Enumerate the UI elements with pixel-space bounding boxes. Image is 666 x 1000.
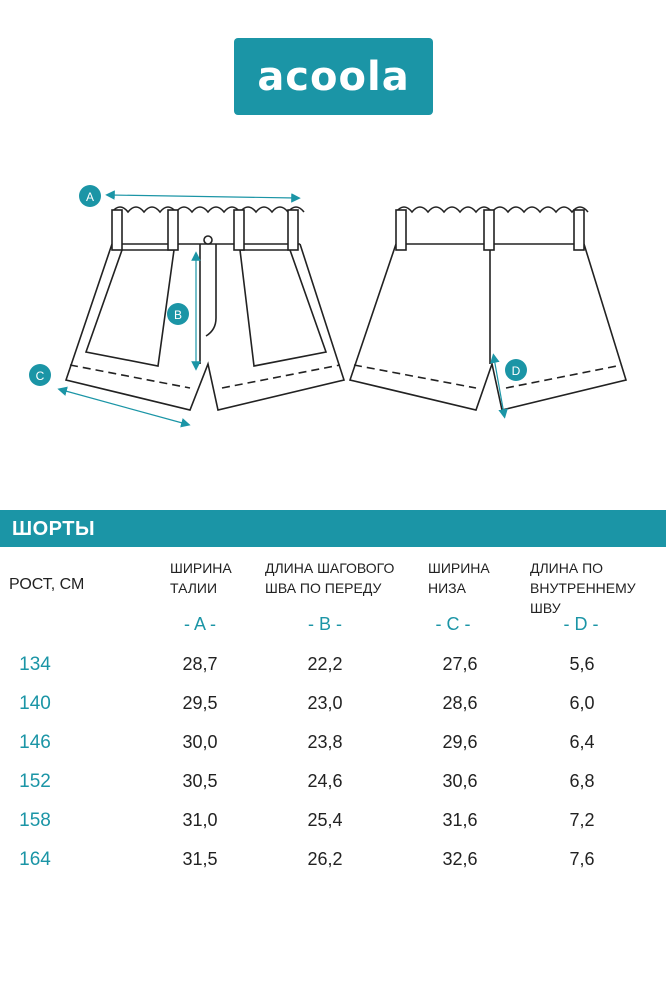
shorts-technical-drawing xyxy=(0,170,666,450)
value-b: 24,6 xyxy=(307,771,343,791)
value-b: 26,2 xyxy=(307,849,343,869)
column-header-c-line2: НИЗА xyxy=(428,580,466,596)
value-b: 23,0 xyxy=(307,693,343,713)
value-d: 6,8 xyxy=(569,771,595,791)
value-c: 31,6 xyxy=(442,810,478,830)
column-header-d-line1: ДЛИНА ПО xyxy=(530,560,604,576)
value-c: 28,6 xyxy=(442,693,478,713)
table-row xyxy=(0,810,666,840)
value-c: 27,6 xyxy=(442,654,478,674)
value-a: 31,0 xyxy=(182,810,218,830)
logo-text: acoola xyxy=(257,53,410,100)
table-row xyxy=(0,732,666,762)
value-a: 29,5 xyxy=(182,693,218,713)
table-title-bar xyxy=(0,510,666,547)
label-d-text: D xyxy=(511,364,521,378)
value-c: 29,6 xyxy=(442,732,478,752)
column-header-d xyxy=(530,558,666,618)
column-letter-c: - C - xyxy=(435,614,471,634)
measurement-lines xyxy=(62,195,504,424)
value-d: 5,6 xyxy=(569,654,595,674)
column-header-a xyxy=(170,558,250,598)
value-a: 31,5 xyxy=(182,849,218,869)
table-row xyxy=(0,654,666,684)
value-b: 25,4 xyxy=(307,810,343,830)
column-header-b-line1: ДЛИНА ШАГОВОГО xyxy=(265,560,395,576)
back-view xyxy=(350,207,626,410)
column-header-a-line2: ТАЛИИ xyxy=(170,580,218,596)
label-c-text: C xyxy=(35,369,45,383)
column-header-a-line1: ШИРИНА xyxy=(170,560,232,576)
label-b xyxy=(167,303,189,325)
table-title: ШОРТЫ xyxy=(12,518,96,540)
column-letter-a: - A - xyxy=(183,614,216,634)
row-height: 146 xyxy=(19,732,51,753)
column-letter-b: - B - xyxy=(308,614,342,634)
label-d xyxy=(505,359,527,381)
table-row xyxy=(0,693,666,723)
value-c: 30,6 xyxy=(442,771,478,791)
column-header-c-line1: ШИРИНА xyxy=(428,560,490,576)
value-b: 23,8 xyxy=(307,732,343,752)
value-d: 7,2 xyxy=(569,810,595,830)
row-height: 134 xyxy=(19,654,51,675)
column-header-d-line2: ВНУТРЕННЕМУ ШВУ xyxy=(530,580,636,616)
column-header-b-line2: ШВА ПО ПЕРЕДУ xyxy=(265,580,382,596)
row-height: 158 xyxy=(19,810,51,831)
value-c: 32,6 xyxy=(442,849,478,869)
row-height: 152 xyxy=(19,771,51,792)
label-c xyxy=(29,364,51,386)
label-a xyxy=(79,185,101,207)
label-a-text: A xyxy=(85,190,95,204)
value-a: 30,0 xyxy=(182,732,218,752)
value-d: 7,6 xyxy=(569,849,595,869)
table-row xyxy=(0,849,666,879)
column-letter-d: - D - xyxy=(563,614,599,634)
value-b: 22,2 xyxy=(307,654,343,674)
value-d: 6,4 xyxy=(569,732,595,752)
column-header-c xyxy=(428,558,508,598)
front-view xyxy=(66,207,344,410)
brand-logo xyxy=(234,38,433,115)
value-a: 28,7 xyxy=(182,654,218,674)
row-height: 164 xyxy=(19,849,51,870)
value-a: 30,5 xyxy=(182,771,218,791)
row-height: 140 xyxy=(19,693,51,714)
column-header-b xyxy=(265,558,400,598)
table-row xyxy=(0,771,666,801)
value-d: 6,0 xyxy=(569,693,595,713)
label-b-text: B xyxy=(173,308,183,322)
height-header: РОСТ, СМ xyxy=(9,576,85,593)
